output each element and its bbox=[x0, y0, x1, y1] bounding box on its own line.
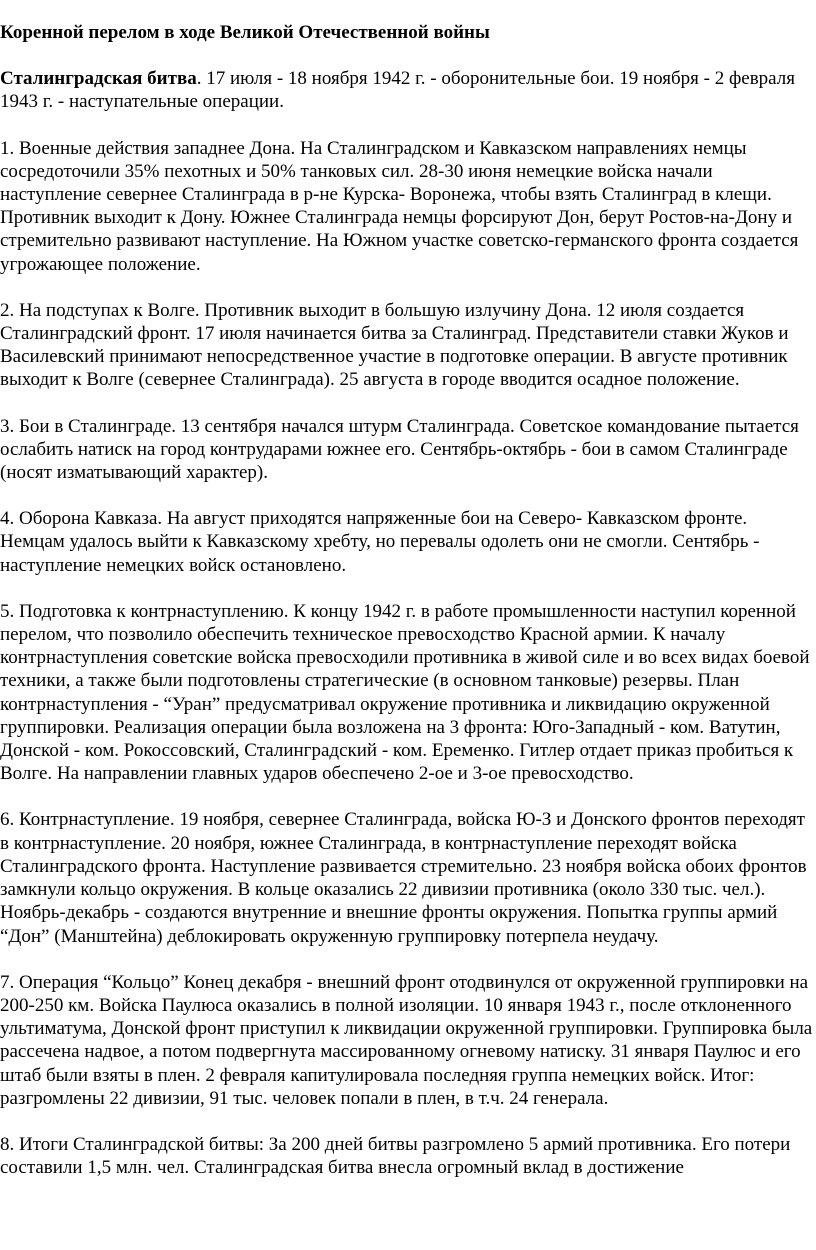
intro-bold-term: Сталинградская битва bbox=[0, 68, 197, 90]
paragraph-1: 1. Военные действия западнее Дона. На Сталинградском и Кавказском направлениях немцы сосредоточили 35% пехотных и 50% танковых сил. 28-30 июня немецкие войска начали наступление севернее Сталинграда в р-не Курска- Воронежа, чтобы взять Сталинград в клещи. Противник выходит к Дону. Южнее Сталинграда немцы форсируют Дон, берут Ростов-на-Дону и стремительно развивают наступление. На Южном участке советско-германского фронта создается угрожающее положение. bbox=[0, 137, 799, 275]
paragraph-4: 4. Оборона Кавказа. На август приходятся напряженные бои на Северо- Кавказском фронте. Немцам удалось выйти к Кавказскому хребту, но перевалы одолеть они не смогли. Сентябрь - наступление немецких войск остановлено. bbox=[0, 508, 760, 576]
paragraph-6: 6. Контрнаступление. 19 ноября, севернее Сталинграда, войска Ю-З и Донского фронтов переходят в контрнаступление. 20 ноября, южнее Сталинграда, в контрнаступление переходят войска Сталинградского фронта. Наступление развивается стремительно. 23 ноября войска обоих фронтов замкнули кольцо окружения. В кольце оказались 22 дивизии противника (около 330 тыс. чел.). Ноябрь-декабрь - создаются внутренние и внешние фронты окружения. Попытка группы армий “Дон” (Манштейна) деблокировать окруженную группировку потерпела неудачу. bbox=[0, 809, 807, 947]
intro-paragraph bbox=[0, 67, 816, 113]
paragraph-2: 2. На подступах к Волге. Противник выходит в большую излучину Дона. 12 июля создается Сталинградский фронт. 17 июля начинается битва за Сталинград. Представители ставки Жуков и Василевский принимают непосредственное участие в подготовке операции. В августе противник выходит к Волге (севернее Сталинграда). 25 августа в городе вводится осадное положение. bbox=[0, 299, 789, 391]
paragraph-8: 8. Итоги Сталинградской битвы: За 200 дней битвы разгромлено 5 армий противника. Его потери составили 1,5 млн. чел. Сталинградская битва внесла огромный вклад в достижение bbox=[0, 1133, 791, 1179]
paragraph-5: 5. Подготовка к контрнаступлению. К концу 1942 г. в работе промышленности наступил коренной перелом, что позволило обеспечить техническое превосходство Красной армии. К началу контрнаступления советские войска превосходили противника в живой силе и во всех видах боевой техники, а также были подготовлены стратегические (в основном танковые) резервы. План контрнаступления - “Уран” предусматривал окружение противника и ликвидацию окруженной группировки. Реализация операции была возложена на 3 фронта: Юго-Западный - ком. Ватутин, Донской - ком. Рокоссовский, Сталинградский - ком. Еременко. Гитлер отдает приказ пробиться к Волге. На направлении главных ударов обеспечено 2-ое и 3-ое превосходство. bbox=[0, 600, 810, 785]
paragraph-7: 7. Операция “Кольцо” Конец декабря - внешний фронт отодвинулся от окруженной группировки на 200-250 км. Войска Паулюса оказались в полной изоляции. 10 января 1943 г., после отклоненного ультиматума, Донской фронт приступил к ликвидации окруженной группировки. Группировка была рассечена надвое, а потом подвергнута массированному огневому натиску. 31 января Паулюс и его штаб были взяты в плен. 2 февраля капитулировала последняя группа немецких войск. Итог: разгромлены 22 дивизии, 91 тыс. человек попали в плен, в т.ч. 24 генерала. bbox=[0, 971, 813, 1109]
intro-text: . 17 июля - 18 ноября 1942 г. - оборонительные бои. 19 ноября - 2 февраля 1943 г. - наступательные операции. bbox=[0, 68, 796, 113]
paragraph-3: 3. Бои в Сталинграде. 13 сентября начался штурм Сталинграда. Советское командование пытается ослабить натиск на город контрударами южнее его. Сентябрь-октябрь - бои в самом Сталинграде (носят изматывающий характер). bbox=[0, 415, 799, 484]
document-title: Коренной перелом в ходе Великой Отечественной войны bbox=[0, 22, 490, 43]
